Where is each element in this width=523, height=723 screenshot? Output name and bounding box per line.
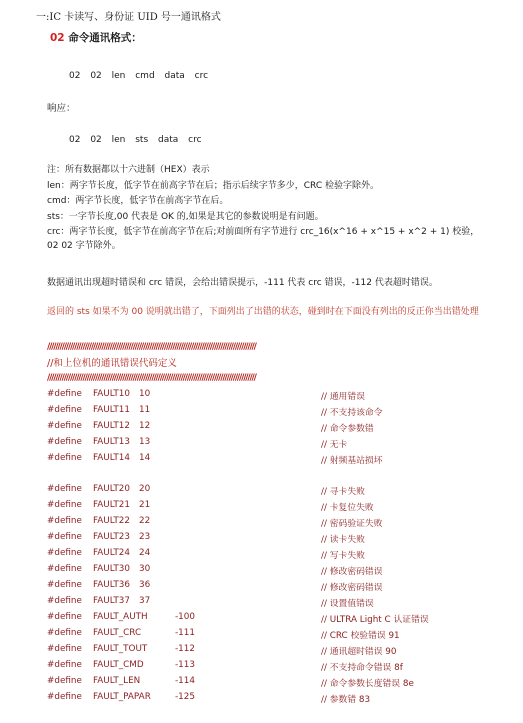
define-keyword: #define	[47, 692, 82, 702]
define-row	[47, 612, 517, 626]
define-row	[47, 500, 517, 514]
define-row	[47, 596, 517, 610]
define-value: 14	[139, 453, 151, 463]
define-name: FAULT37	[93, 596, 130, 606]
notes-block	[47, 163, 487, 253]
error-code-comment: //和上位机的通讯错误代码定义	[47, 358, 177, 369]
define-row	[47, 405, 517, 419]
define-row	[47, 484, 517, 498]
define-value: 10	[139, 389, 151, 399]
define-comment: // 寻卡失败	[321, 487, 365, 497]
sts-paragraph: 返回的 sts 如果不为 00 说明就出错了，下面列出了出错的状态，碰到时在下面没有列出的反正你当出错处理	[47, 307, 479, 317]
define-value: 37	[139, 596, 151, 606]
section-label: 命令通讯格式	[68, 32, 132, 44]
timeout-paragraph: 数据通讯出现超时错误和 crc 错误，会给出错误提示，-111 代表 crc 错误，-112 代表超时错误。	[47, 278, 438, 288]
define-comment: // 卡复位失败	[321, 503, 374, 513]
define-keyword: #define	[47, 676, 82, 686]
define-value: 30	[139, 564, 151, 574]
define-comment: // 写卡失败	[321, 551, 365, 561]
define-row	[47, 532, 517, 546]
define-comment: // 修改密码错误	[321, 567, 383, 577]
define-comment: // 参数错 83	[321, 695, 371, 705]
define-row	[47, 660, 517, 674]
define-value: 20	[139, 484, 151, 494]
response-format: 02 02 len sts data crc	[69, 135, 202, 145]
section-heading	[50, 30, 142, 45]
define-row	[47, 389, 517, 403]
define-row	[47, 421, 517, 435]
define-value: -111	[175, 628, 195, 638]
define-comment: // 命令参数长度错误 8e	[321, 679, 414, 689]
define-row	[47, 564, 517, 578]
define-value: -113	[175, 660, 195, 670]
define-comment: // 读卡失败	[321, 535, 365, 545]
define-value: 22	[139, 516, 151, 526]
define-comment: // 密码验证失败	[321, 519, 383, 529]
define-row	[47, 628, 517, 642]
define-value: -125	[175, 692, 195, 702]
define-name: FAULT30	[93, 564, 130, 574]
define-name: FAULT_CRC	[93, 628, 142, 638]
define-comment: // 不支持该命令	[321, 408, 383, 418]
command-format: 02 02 len cmd data crc	[69, 71, 209, 81]
define-value: -114	[175, 676, 195, 686]
define-name: FAULT36	[93, 580, 130, 590]
define-keyword: #define	[47, 532, 82, 542]
define-keyword: #define	[47, 644, 82, 654]
define-value: 23	[139, 532, 151, 542]
define-keyword: #define	[47, 580, 82, 590]
section-number: 02	[50, 32, 65, 44]
define-comment: // 通用错误	[321, 392, 365, 402]
define-value: -112	[175, 644, 195, 654]
define-row	[47, 580, 517, 594]
define-keyword: #define	[47, 453, 82, 463]
define-comment: // 修改密码错误	[321, 583, 383, 593]
note-line: len：两字节长度，低字节在前高字节在后；指示后续字节多少，CRC 检验字除外。	[47, 180, 379, 191]
define-row	[47, 692, 517, 706]
slash-divider: ////////////////////////////////////////////////////////////////////////////////////////////////////	[47, 373, 256, 383]
note-line: 注：所有数据都以十六进制（HEX）表示	[47, 165, 210, 175]
define-value: 13	[139, 437, 151, 447]
define-value: -100	[175, 612, 195, 622]
define-name: FAULT11	[93, 405, 130, 415]
section-suffix: ：	[131, 32, 142, 44]
define-row	[47, 516, 517, 530]
define-keyword: #define	[47, 437, 82, 447]
define-value: 24	[139, 548, 151, 558]
define-name: FAULT_TOUT	[93, 644, 148, 654]
define-value: 36	[139, 580, 151, 590]
define-row	[47, 453, 517, 467]
define-keyword: #define	[47, 596, 82, 606]
define-value: 11	[139, 405, 151, 415]
response-label: 响应：	[47, 103, 76, 114]
define-keyword: #define	[47, 421, 82, 431]
define-keyword: #define	[47, 500, 82, 510]
note-line: sts：一字节长度,00 代表是 OK 的,如果是其它的参数说明是有问题。	[47, 211, 324, 222]
define-keyword: #define	[47, 548, 82, 558]
define-name: FAULT23	[93, 532, 130, 542]
define-name: FAULT_CMD	[93, 660, 144, 670]
define-comment: // 无卡	[321, 440, 348, 450]
define-comment: // CRC 校验错误 91	[321, 631, 400, 641]
slash-divider: ////////////////////////////////////////////////////////////////////////////////////////////////////	[47, 342, 256, 352]
define-keyword: #define	[47, 389, 82, 399]
define-keyword: #define	[47, 612, 82, 622]
define-name: FAULT14	[93, 453, 130, 463]
define-comment: // 射频基站损坏	[321, 456, 383, 466]
define-keyword: #define	[47, 405, 82, 415]
define-keyword: #define	[47, 660, 82, 670]
define-comment: // 设置值错误	[321, 599, 374, 609]
define-name: FAULT_LEN	[93, 676, 141, 686]
define-name: FAULT10	[93, 389, 130, 399]
define-row	[47, 548, 517, 562]
define-name: FAULT13	[93, 437, 130, 447]
define-keyword: #define	[47, 484, 82, 494]
define-comment: // 通讯超时错误 90	[321, 647, 397, 657]
define-keyword: #define	[47, 516, 82, 526]
define-value: 12	[139, 421, 151, 431]
define-name: FAULT_AUTH	[93, 612, 148, 622]
define-value: 21	[139, 500, 151, 510]
define-name: FAULT_PAPAR	[93, 692, 151, 702]
define-comment: // 不支持命令错误 8f	[321, 663, 403, 673]
note-line: crc：两字节长度，低字节在前高字节在后;对前面所有字节进行 crc_16(x^16 + x^15 + x^2 + 1) 校验，02 02 字节除外。	[47, 227, 480, 251]
note-line: cmd：两字节长度，低字节在前高字节在后。	[47, 196, 229, 206]
define-row	[47, 644, 517, 658]
define-name: FAULT12	[93, 421, 130, 431]
document-title: 一:IC 卡读写、身份证 UID 号一通讯格式	[36, 12, 221, 23]
define-row	[47, 437, 517, 451]
define-name: FAULT20	[93, 484, 130, 494]
define-keyword: #define	[47, 628, 82, 638]
define-name: FAULT24	[93, 548, 130, 558]
define-comment: // 命令参数错	[321, 424, 374, 434]
define-comment: // ULTRA Light C 认证错误	[321, 615, 429, 625]
define-name: FAULT22	[93, 516, 130, 526]
define-keyword: #define	[47, 564, 82, 574]
define-name: FAULT21	[93, 500, 130, 510]
define-row	[47, 676, 517, 690]
